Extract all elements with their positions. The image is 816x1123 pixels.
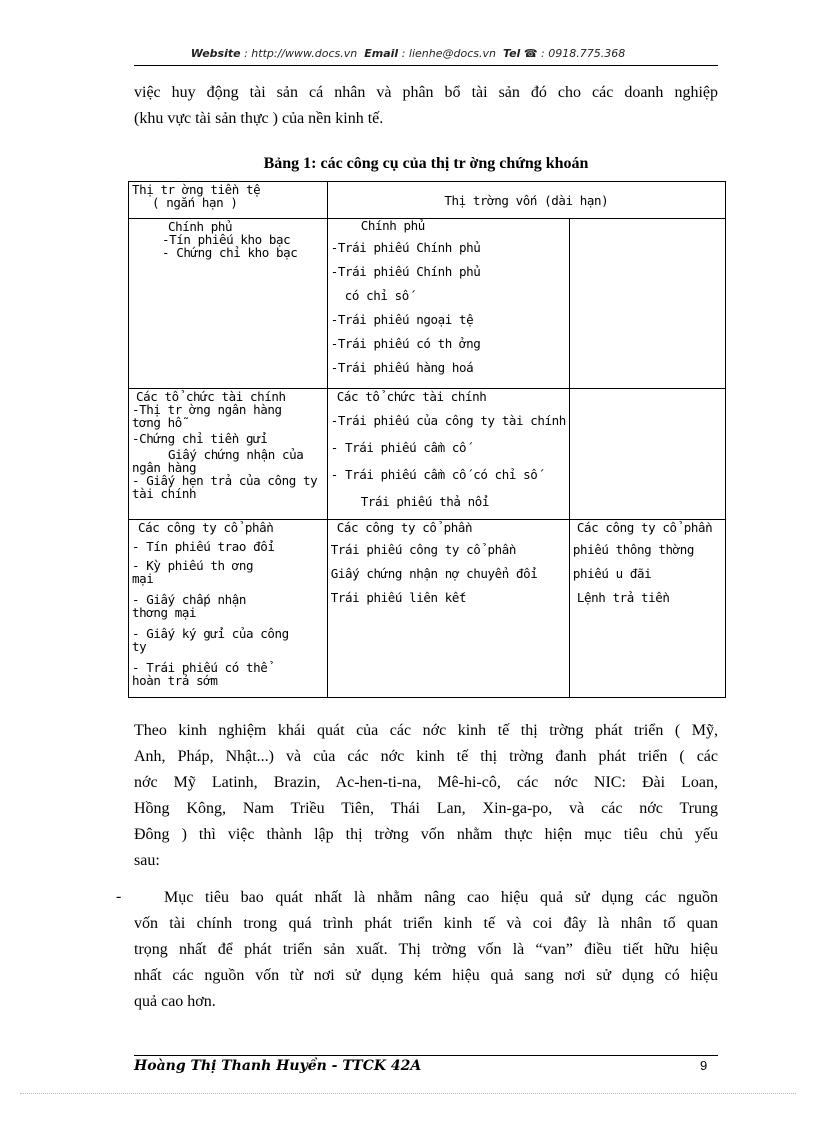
body-line: Hồng Kông, Nam Triều Tiên, Thái Lan, Xin-ga-po, và các nớc Trung [134,800,718,817]
cell-line: - Giấy ký gửi của công [132,626,289,641]
money-cell [129,520,328,698]
cell-line: Các tổ chức tài chính [336,389,487,404]
cell-line: phiếu thông thờng [572,542,695,557]
footer-rule [134,1055,718,1056]
cell-line: -Trái phiếu có th ởng [330,336,481,351]
capital-cell [327,389,569,520]
bullet-line: vốn tài chính trong quá trình phát triển kinh tế và coi đây là nhân tố quan [134,915,718,932]
cell-line: -Tín phiếu kho bạc [162,232,291,247]
body-line: nớc Mỹ Latinh, Brazin, Ac-hen-ti-na, Mê-hi-cô, các nớc NIC: Đài Loan, [134,774,718,791]
cell-line: - Tín phiếu trao đổi [132,539,275,554]
table-caption: Bảng 1: các công cụ của thị tr ờng chứng khoán [263,155,589,172]
intro-paragraph [134,80,718,132]
cell-line: Chính phủ [360,218,425,233]
bullet-line: nhất các nguồn vốn từ nơi sử dụng kém hiệu quả sang nơi sử dụng có hiệu [134,967,718,984]
money-header-line: Thị tr ờng tiền tệ [132,182,261,197]
money-cell [129,389,328,520]
cell-line: -Thị tr ờng ngân hàng [132,402,282,417]
page-header [0,47,816,60]
cell-line: - Trái phiếu cầm cố có chỉ số [330,467,538,482]
cell-line: Các tổ chức tài chính [136,389,286,404]
cell-line: tài chính [132,486,197,501]
bullet-line: Mục tiêu bao quát nhất là nhằm nâng cao hiệu quả sử dụng các nguồn [164,889,718,906]
capital-market-header: Thị trờng vốn (dài hạn) [327,182,725,219]
cell-line: ngân hàng [132,460,197,475]
page-number: 9 [700,1058,708,1073]
money-cell [129,219,328,389]
intro-line: việc huy động tài sản cá nhân và phân bổ tài sản đó cho các doanh nghiệp [134,84,718,101]
cell-line: Các công ty cổ phần [138,520,274,535]
cell-line: Các công ty cổ phần [336,520,473,535]
money-header-line: ( ngắn hạn ) [152,195,238,210]
table-header-row [129,182,726,219]
intro-line: (khu vực tài sản thực ) của nền kinh tế. [134,110,384,127]
email-label: Email [364,47,399,60]
capital-cell [327,219,569,389]
bullet-paragraph [134,885,718,1015]
tel-value: : 0918.775.368 [537,47,626,60]
cell-line: có chỉ số [344,288,409,303]
body-line: Theo kinh nghiệm khái quát của các nớc kinh tế thị trờng phát triển ( Mỹ, [134,722,718,739]
cell-line: -Trái phiếu ngoại tệ [330,312,474,327]
body-line: Đông ) thì việc thành lập thị trờng vốn nhằm thực hiện mục tiêu chủ yếu [134,826,718,843]
cell-line: Lệnh trả tiền [576,590,670,605]
cell-line: - Chứng chỉ kho bạc [162,245,298,260]
cell-line: Trái phiếu thả nổi [360,494,489,509]
capital-cell [327,520,569,698]
cell-line: Các công ty cổ phần [576,520,713,535]
capital-cell-empty [569,389,725,520]
cell-line: - Giấy chấp nhận [132,592,247,607]
cell-line: Trái phiếu liên kết [330,590,467,605]
bullet-dash: - [116,888,122,905]
cell-line: thơng mại [132,605,197,620]
bullet-line: quả cao hơn. [134,993,216,1010]
website-label: Website [190,47,241,60]
website-value[interactable]: : http://www.docs.vn [240,47,358,60]
capital-cell-empty [569,219,725,389]
body-line: Anh, Pháp, Nhật...) và của các nớc kinh tế thị trờng đanh phát triển ( các [134,748,718,765]
cell-line: -Trái phiếu Chính phủ [330,264,481,279]
cell-line: ty [132,639,147,654]
bullet-line: trọng nhất để phát triển sản xuất. Thị trờng vốn là “van” điều tiết hữu hiệu [134,941,718,958]
cell-line: - Giấy hẹn trả của công ty [132,473,318,488]
cell-line: Trái phiếu công ty cổ phần [330,542,517,557]
cell-line: mại [132,571,154,586]
cell-line: -Trái phiếu của công ty tài chính [330,413,566,428]
email-value[interactable]: : lienhe@docs.vn [398,47,496,60]
cell-line: -Trái phiếu hàng hoá [330,360,474,375]
cell-line: Chính phủ [168,219,233,234]
body-line: sau: [134,852,160,869]
phone-icon: ☎ [523,47,538,60]
cell-line: hoàn trả sớm [132,673,218,688]
header-rule [134,65,718,66]
cell-line: - Trái phiếu có thể [132,660,268,675]
table-row [129,389,726,520]
body-paragraph [134,718,718,874]
cell-line: - Kỳ phiếu th ơng [132,558,254,573]
cell-line: phiếu u đãi [572,566,652,581]
cell-line: Giấy chứng nhận của [168,447,304,462]
cell-line: -Chứng chỉ tiền gửi [132,431,268,446]
page-bottom-dotted-line [20,1093,796,1094]
table-row [129,219,726,389]
instruments-table [128,181,726,698]
cell-line: tơng hỗ [132,415,182,430]
footer-author: Hoàng Thị Thanh Huyền - TTCK 42A [134,1058,422,1074]
table-row [129,520,726,698]
tel-label: Tel [502,47,521,60]
cell-line: Giấy chứng nhận nợ chuyển đổi [330,566,538,581]
cell-line: - Trái phiếu cầm cố [330,440,467,455]
money-market-header [129,182,328,219]
cell-line: -Trái phiếu Chính phủ [330,240,481,255]
capital-cell [569,520,725,698]
